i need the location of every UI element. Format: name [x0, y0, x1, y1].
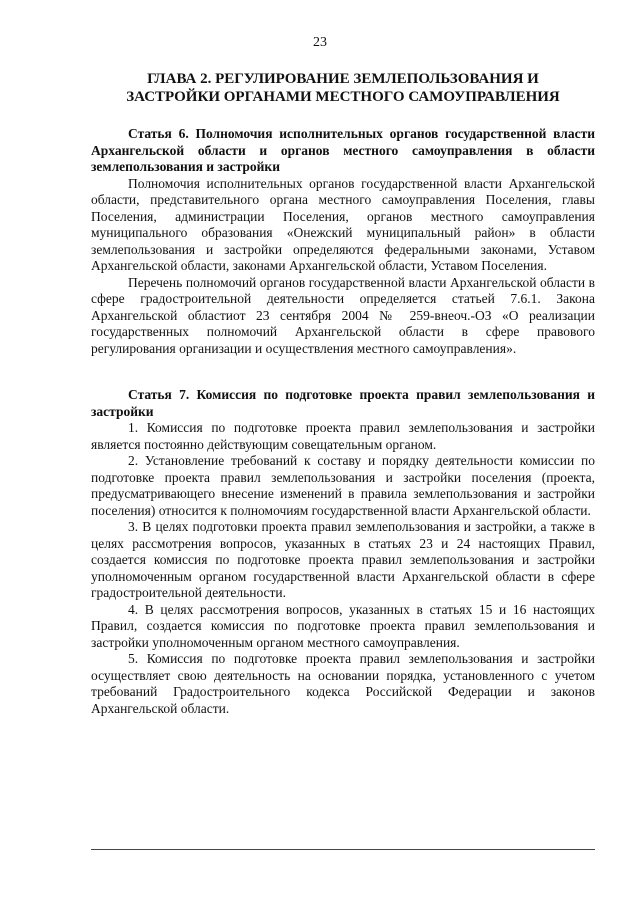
chapter-title-line-2: ЗАСТРОЙКИ ОРГАНАМИ МЕСТНОГО САМОУПРАВЛЕНИЯ — [126, 89, 560, 105]
article-7-paragraph-5: 5. Комиссия по подготовке проекта правил землепользования и застройки осуществляет свою деятельность на основании порядка, установленного с учетом требований Градостроительного кодекса Российской Федерации и законов Архангельской области. — [91, 651, 595, 716]
page-number: 23 — [313, 35, 327, 50]
article-7-paragraph-3: 3. В целях подготовки проекта правил землепользования и застройки, а также в целях рассмотрения вопросов, указанных в статьях 23 и 24 настоящих Правил, создается комиссия по подготовке проекта правил землепользования и застройки уполномоченным органом государственной власти Архангельской области в сфере градостроительной деятельности. — [91, 519, 595, 600]
section-gap — [91, 357, 595, 387]
article-7 — [91, 387, 595, 717]
article-7-paragraph-2: 2. Установление требований к составу и порядку деятельности комиссии по подготовке проекта правил землепользования и застройки поселения (проекта, предусматривающего внесение изменений в правила землепользования и застройки поселения) относится к полномочиям государственной власти Архангельской области. — [91, 453, 595, 518]
document-body — [91, 70, 595, 717]
article-7-heading: Статья 7. Комиссия по подготовке проекта правил землепользования и застройки — [91, 387, 595, 419]
footer-divider — [91, 849, 595, 850]
article-6 — [91, 126, 595, 357]
article-6-paragraph-1: Полномочия исполнительных органов государственной власти Архангельской области, представительного органа местного самоуправления Поселения, главы Поселения, администрации Поселения, органов местного самоуправления муниципального образования «Онежский муниципальный район» в области землепользования и застройки определяются федеральными законами, Уставом Архангельской области, законами Архангельской области, Уставом Поселения. — [91, 175, 595, 273]
article-6-paragraph-2: Перечень полномочий органов государственной власти Архангельской области в сфере градостроительной деятельности определяется статьей 7.6.1. Закона Архангельской областиот 23 сентября 2004 № 259-внеоч.-ОЗ «О реализации государственных полномочий Архангельской области в сфере правового регулирования организации и осуществления местного самоуправления». — [91, 274, 595, 356]
chapter-title — [91, 70, 595, 106]
article-7-paragraph-1: 1. Комиссия по подготовке проекта правил землепользования и застройки является постоянно действующим совещательным органом. — [91, 420, 595, 452]
article-7-paragraph-4: 4. В целях рассмотрения вопросов, указанных в статьях 15 и 16 настоящих Правил, создается комиссия по подготовке проекта правил землепользования и застройки уполномоченным органом местного самоуправления. — [91, 601, 595, 650]
article-6-heading: Статья 6. Полномочия исполнительных органов государственной власти Архангельской области и органов местного самоуправления в области землепользования и застройки — [91, 126, 595, 174]
chapter-title-line-1: ГЛАВА 2. РЕГУЛИРОВАНИЕ ЗЕМЛЕПОЛЬЗОВАНИЯ И — [147, 71, 539, 87]
